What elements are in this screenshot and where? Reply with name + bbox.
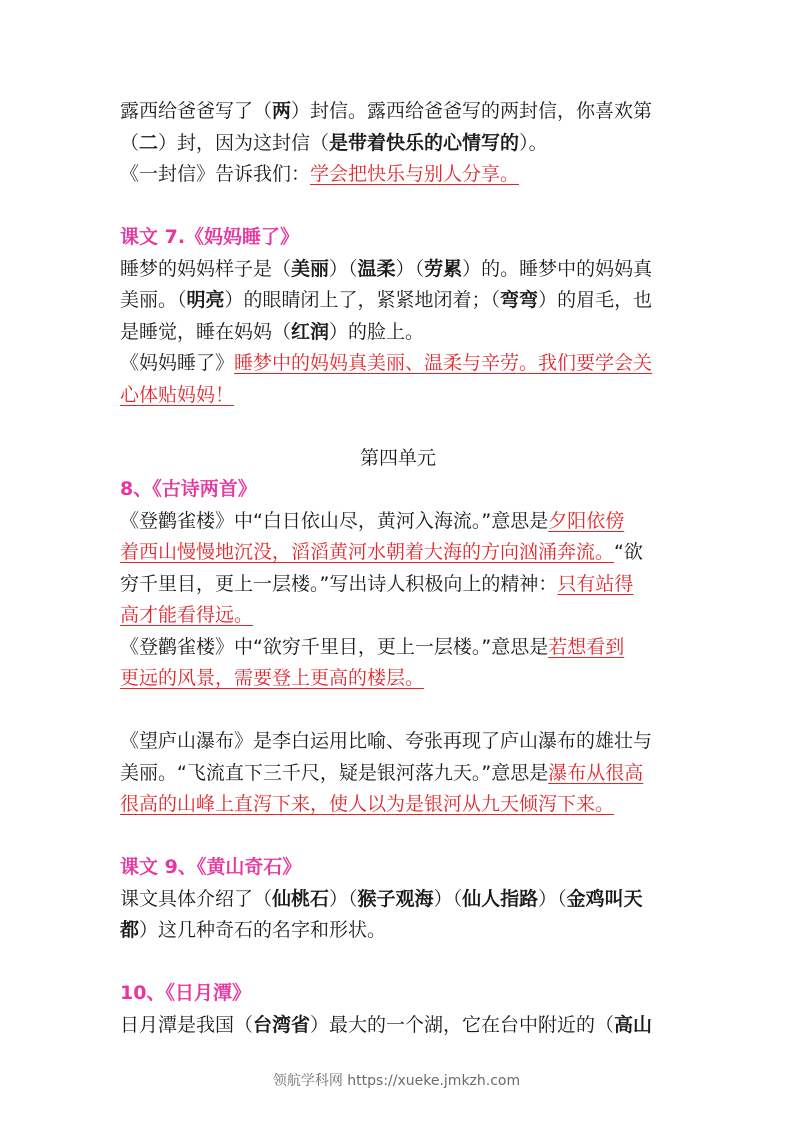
paragraph-line (120, 380, 676, 412)
paragraph-line (120, 285, 676, 317)
lesson-heading: 8、《古诗两首》 (120, 478, 257, 500)
answer-red-underlined: 学会把快乐与别人分享。 (310, 163, 520, 185)
paragraph-line (120, 726, 676, 758)
paragraph-line (120, 537, 676, 569)
answer-red-underlined: 心体贴妈妈！ (120, 383, 235, 406)
text: ）的脸上。 (329, 320, 425, 343)
text: 《登鹳雀楼》中“白日依山尽，黄河入海流。”意思是 (120, 509, 549, 532)
text: ）这几种奇石的名字和形状。 (139, 919, 387, 941)
answer-red-underlined: 高才能看得远。 (120, 604, 254, 626)
paragraph-line (120, 1010, 676, 1042)
text: ）（ (329, 887, 358, 910)
answer-red-underlined: 着西山慢慢地沉没，滔滔黄河水朝着大海的方向汹涌奔流。 (120, 541, 615, 563)
answer-bold: 弯弯 (500, 289, 539, 311)
text: 美丽。“飞流直下三千尺，疑是银河落九天。”意思是 (120, 761, 549, 784)
text: 《一封信》告诉我们： (120, 163, 311, 185)
text: 日月潭是我国（ (120, 1013, 254, 1036)
paragraph-line (120, 884, 676, 916)
paragraph-line (120, 663, 676, 695)
paragraph-line (120, 758, 676, 790)
answer-bold: 高山 (614, 1013, 653, 1036)
answer-bold: 猴子观海 (357, 887, 434, 910)
text: “欲 (614, 541, 643, 563)
paragraph-line (120, 128, 676, 160)
paragraph-line (120, 600, 676, 632)
paragraph-line (120, 159, 676, 191)
text: 睡梦的妈妈样子是（ (120, 257, 292, 280)
paragraph-line (120, 506, 676, 538)
paragraph-line (120, 632, 676, 664)
answer-red-underlined: 若想看到 (548, 635, 625, 658)
text: 露西给爸爸写了（ (120, 100, 273, 122)
answer-bold: 劳累 (424, 257, 463, 280)
lesson-heading: 10、《日月潭》 (120, 982, 251, 1004)
page-footer: 领航学科网 https://xueke.jmkzh.com (272, 1073, 521, 1089)
text: 《望庐山瀑布》是李白运用比喻、夸张再现了庐山瀑布的雄壮与 (120, 730, 653, 752)
answer-bold: 两 (272, 100, 292, 122)
answer-bold: 二 (139, 131, 159, 154)
text: 美丽。（ (120, 289, 187, 311)
text: 穷千里目，更上一层楼。”写出诗人积极向上的精神： (120, 572, 558, 595)
lesson-heading: 课文 7.《妈妈睡了》 (120, 226, 300, 248)
paragraph-line (120, 254, 676, 286)
text: ）封信。露西给爸爸写的两封信，你喜欢第 (291, 100, 653, 122)
answer-red-underlined: 瀑布从很高 (548, 761, 644, 784)
paragraph-line (120, 317, 676, 349)
text: 课文具体介绍了（ (120, 887, 273, 910)
answer-red-underlined: 睡梦中的妈妈真美丽、温柔与辛劳。我们要学会关 (234, 352, 653, 374)
paragraph-line (120, 569, 676, 601)
paragraph-line (120, 789, 676, 821)
answer-bold: 金鸡叫天 (566, 887, 643, 910)
paragraph-line (120, 96, 676, 128)
answer-bold: 台湾省 (253, 1013, 311, 1036)
unit-title: 第四单元 (359, 446, 436, 469)
answer-bold: 仙人指路 (462, 887, 539, 910)
text: ）（ (329, 257, 358, 280)
document-body (120, 96, 676, 1041)
answer-bold: 是带着快乐的心情写的 (329, 131, 520, 154)
text: 《妈妈睡了》 (120, 352, 235, 374)
text: ）的眉毛，也 (538, 289, 653, 311)
text: ）的。睡梦中的妈妈真 (462, 257, 653, 280)
answer-bold: 温柔 (357, 257, 396, 280)
answer-bold: 美丽 (291, 257, 330, 280)
answer-bold: 红润 (291, 320, 330, 343)
answer-red-underlined: 更远的风景，需要登上更高的楼层。 (120, 667, 425, 689)
text: ）（ (538, 887, 567, 910)
answer-bold: 仙桃石 (272, 887, 330, 910)
text: ）（ (433, 887, 463, 910)
text: ）最大的一个湖，它在台中附近的（ (310, 1013, 615, 1036)
text: 是睡觉，睡在妈妈（ (120, 320, 292, 343)
paragraph-line (120, 348, 676, 380)
text: ）（ (395, 257, 425, 280)
text: ）的眼睛闭上了，紧紧地闭着；（ (224, 289, 501, 311)
answer-bold: 明亮 (186, 289, 225, 311)
lesson-heading: 课文 9、《黄山奇石》 (120, 856, 302, 878)
text: ）封，因为这封信（ (158, 131, 330, 154)
answer-red-underlined: 很高的山峰上直泻下来，使人以为是银河从九天倾泻下来。 (120, 793, 615, 815)
text: ）。 (519, 131, 548, 154)
paragraph-line (120, 915, 676, 947)
text: （ (120, 131, 140, 154)
text: 《登鹳雀楼》中“欲穷千里目，更上一层楼。”意思是 (120, 635, 549, 658)
answer-red-underlined: 夕阳依傍 (548, 509, 625, 532)
answer-bold: 都 (120, 919, 140, 941)
answer-red-underlined: 只有站得 (557, 572, 634, 595)
